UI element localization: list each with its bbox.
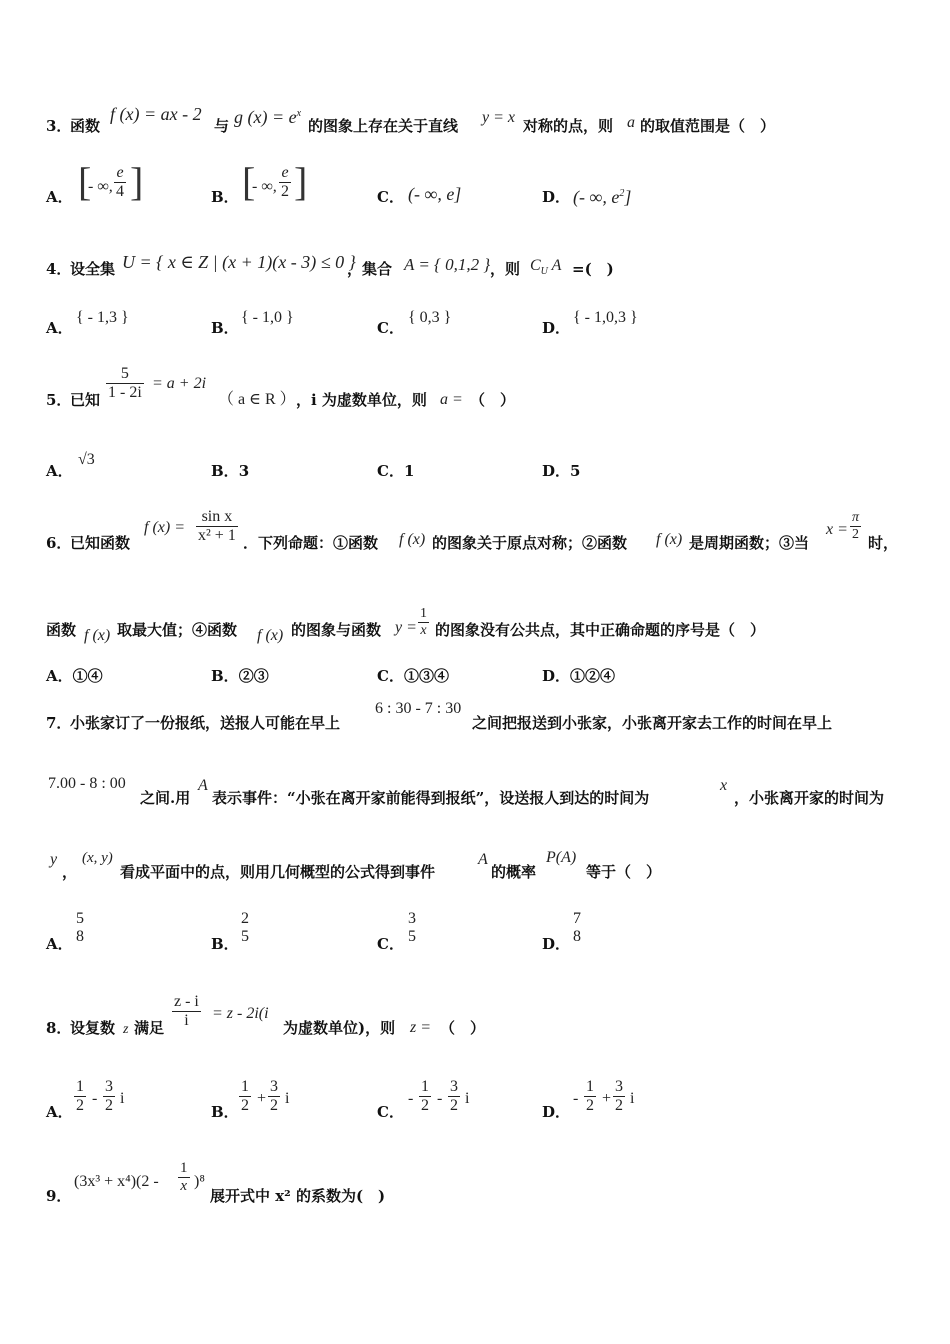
q7-option-d-label[interactable]: D． — [542, 935, 571, 953]
q6-option-b[interactable]: B．②③ — [211, 667, 269, 685]
q3-option-b-label[interactable]: B． — [211, 188, 239, 206]
q8-option-d-sign: - — [573, 1090, 579, 1107]
q4-option-b-expr: { - 1,0 } — [241, 309, 294, 326]
q8-option-a-frac2: $\frac{3}{2}$ — [105, 1078, 113, 1114]
q7-A-1: A — [198, 777, 208, 794]
q7-option-c-label[interactable]: C． — [377, 935, 404, 953]
q4-C-expr: $C_U$ A — [530, 257, 562, 278]
q3-number: 3． — [46, 117, 72, 135]
q7-text2: 之间.用 — [140, 789, 191, 807]
q8-option-b-i: i — [285, 1090, 290, 1107]
q7-time2: 7.00 - 8 : 00 — [48, 775, 126, 792]
q6-option-d[interactable]: D．①②④ — [542, 667, 616, 685]
q5-eq: = a + 2i — [152, 375, 207, 392]
q5-fraction: $\frac{5}{1 - 2i}$ — [108, 365, 142, 401]
q8-option-d-i: i — [630, 1090, 635, 1107]
q8-option-c-i: i — [465, 1090, 470, 1107]
q7-number: 7． — [46, 714, 72, 732]
q6-number: 6． — [46, 534, 72, 552]
q3-option-d-expr: (- ∞, $e^2$] — [573, 187, 632, 207]
q6-line2-a: 取最大值；④函数 — [117, 621, 238, 639]
q8-text1: 满足 — [134, 1019, 165, 1037]
q3-option-a-bracket-left: [ — [78, 159, 92, 204]
q8-option-d-frac2: $\frac{3}{2}$ — [615, 1078, 623, 1114]
q6-fx-2: f (x) — [656, 531, 683, 548]
q8-z: z — [123, 1022, 129, 1037]
q4-option-a-label[interactable]: A． — [46, 319, 73, 337]
q4-option-d-expr: { - 1,0,3 } — [573, 309, 638, 326]
q7-time1: 6 : 30 - 7 : 30 — [375, 700, 462, 717]
q5-option-b-label[interactable]: B．3 — [211, 462, 250, 480]
q5-text-pre: 已知 — [70, 391, 101, 409]
q3-option-b-pre: - ∞, — [252, 178, 277, 195]
q5-post: （ ） — [470, 391, 516, 409]
q8-fraction: $\frac{z - i}{i}$ — [174, 993, 199, 1029]
q8-option-a-op: - — [92, 1090, 98, 1107]
q8-option-d-frac1: $\frac{1}{2}$ — [586, 1078, 594, 1114]
q7-text3: 表示事件：“小张在离开家前能得到报纸”，设送报人到达的时间为 — [212, 789, 650, 807]
q3-a: a — [627, 114, 635, 131]
q8-option-c-op: - — [437, 1090, 443, 1107]
q6-text3: 是周期函数；③当 — [689, 534, 810, 552]
q7-PA: P(A) — [546, 849, 577, 866]
q4-option-c-label[interactable]: C． — [377, 319, 404, 337]
q8-number: 8． — [46, 1019, 72, 1037]
q6-line2-b: 的图象与函数 — [291, 621, 382, 639]
q7-text1: 之间把报送到小张家，小张离开家去工作的时间在早上 — [472, 714, 833, 732]
q7-text-pre: 小张家订了一份报纸，送报人可能在早上 — [70, 714, 341, 732]
q7-option-b-fraction: 2 5 — [241, 910, 249, 945]
q3-text-pre: 函数 — [70, 117, 101, 135]
q6-fx-4: f (x) — [257, 627, 284, 644]
q6-yeq: y = — [395, 619, 417, 636]
q9-text: 展开式中 x² 的系数为( ) — [210, 1187, 386, 1205]
q7-text5: ， — [62, 863, 78, 881]
q8-option-b-op: + — [257, 1090, 267, 1107]
q4-text-mid: ，集合 — [347, 260, 393, 278]
q8-option-c-frac2: $\frac{3}{2}$ — [450, 1078, 458, 1114]
q8-option-b-frac1: $\frac{1}{2}$ — [241, 1078, 249, 1114]
q5-option-d-label[interactable]: D．5 — [542, 462, 581, 480]
q4-post: =( ) — [572, 260, 614, 278]
q6-text4: 时， — [868, 534, 899, 552]
q6-fx-3: f (x) — [84, 627, 111, 644]
q5-number: 5． — [46, 391, 72, 409]
q4-U-expr: U = { x ∈ Z | (x + 1)(x - 3) ≤ 0 } — [122, 252, 356, 272]
q4-A-expr: A = { 0,1,2 } — [404, 255, 491, 274]
q9-number: 9． — [46, 1187, 72, 1205]
q6-f-expr: f (x) = — [144, 519, 185, 536]
q7-option-b-label[interactable]: B． — [211, 935, 239, 953]
q3-option-c-label[interactable]: C． — [377, 188, 404, 206]
q4-option-d-label[interactable]: D． — [542, 319, 571, 337]
q3-option-b-bracket-left: [ — [242, 159, 256, 204]
q6-option-c[interactable]: C．①③④ — [377, 667, 449, 685]
q3-text-mid: 与 — [214, 117, 230, 135]
q3-option-b-fraction: $\frac{e}{2}$ — [281, 164, 289, 200]
q7-text8: 等于（ ） — [586, 863, 662, 881]
q8-option-a-label[interactable]: A． — [46, 1103, 73, 1121]
q5-cond: （ a ∈ R ） — [218, 391, 296, 408]
q7-option-d-fraction: 7 8 — [573, 910, 581, 945]
q6-line2-c: 的图象没有公共点，其中正确命题的序号是（ ） — [435, 621, 766, 639]
q8-option-c-frac1: $\frac{1}{2}$ — [421, 1078, 429, 1114]
q7-y: y — [50, 851, 58, 868]
q6-y-fraction: $\frac{1}{x}$ — [420, 606, 427, 638]
q9-fraction: $\frac{1}{x}$ — [180, 1160, 188, 1194]
q8-option-b-frac2: $\frac{3}{2}$ — [270, 1078, 278, 1114]
q8-option-d-label[interactable]: D． — [542, 1103, 571, 1121]
q4-option-c-expr: { 0,3 } — [408, 309, 452, 326]
q4-text: ，则 — [490, 260, 521, 278]
q6-fraction: $\frac{\text{sin x}}{\text{x² + 1}}$ — [198, 508, 236, 544]
q3-line-expr: y = x — [482, 109, 515, 126]
q8-option-a-i: i — [120, 1090, 125, 1107]
q6-pi-fraction: $\frac{\pi}{2}$ — [852, 510, 860, 542]
q6-xeq: x = — [826, 521, 848, 538]
q3-option-a-pre: - ∞, — [88, 178, 113, 195]
q7-A-2: A — [478, 851, 488, 868]
q6-text2: 的图象关于原点对称；②函数 — [432, 534, 628, 552]
q5-option-a-expr: √3 — [78, 451, 95, 468]
q3-option-a-bracket-right: ] — [130, 159, 144, 204]
q7-text4: ，小张离开家的时间为 — [734, 789, 885, 807]
q7-x: x — [720, 777, 728, 794]
q8-post: （ ） — [440, 1019, 486, 1037]
q3-f-expr: f (x) = ax - 2 — [110, 104, 202, 124]
q3-text2: 对称的点，则 — [523, 117, 614, 135]
q3-g-expr: g $(x) = e^x$ — [234, 107, 302, 127]
q3-option-d-label[interactable]: D． — [542, 188, 571, 206]
q7-xy: (x, y) — [82, 850, 113, 866]
q3-option-c-expr: (- ∞, e] — [408, 184, 462, 204]
q7-text6: 看成平面中的点，则用几何概型的公式得到事件 — [120, 863, 436, 881]
q5-ans: a = — [440, 391, 463, 408]
q3-text: 的图象上存在关于直线 — [308, 117, 459, 135]
q4-option-a-expr: { - 1,3 } — [76, 309, 129, 326]
q4-number: 4． — [46, 260, 72, 278]
q4-option-b-label[interactable]: B． — [211, 319, 239, 337]
q6-text1: ．下列命题：①函数 — [243, 534, 379, 552]
q9-expr1: (3x³ + x⁴)(2 - — [74, 1173, 159, 1190]
q5-text: ，i 为虚数单位，则 — [296, 391, 427, 409]
q8-text2: 为虚数单位)，则 — [283, 1019, 396, 1037]
q8-text-pre: 设复数 — [70, 1019, 116, 1037]
q6-line2-pre: 函数 — [46, 621, 77, 639]
q7-text7: 的概率 — [491, 863, 537, 881]
q5-option-a-label[interactable]: A． — [46, 462, 73, 480]
q5-option-c-label[interactable]: C．1 — [377, 462, 415, 480]
q3-option-a-label[interactable]: A． — [46, 188, 73, 206]
q8-option-c-sign: - — [408, 1090, 414, 1107]
q8-option-c-label[interactable]: C． — [377, 1103, 404, 1121]
q6-text-pre: 已知函数 — [70, 534, 131, 552]
q7-option-c-fraction: 3 5 — [408, 910, 416, 945]
q3-text3: 的取值范围是（ ） — [640, 117, 776, 135]
q8-eq: = z - 2i(i — [212, 1005, 269, 1022]
q9-expr2: )⁸ — [194, 1173, 205, 1190]
q8-option-a-frac1: $\frac{1}{2}$ — [76, 1078, 84, 1114]
q3-option-b-bracket-right: ] — [294, 159, 308, 204]
q6-fx-1: f (x) — [399, 531, 426, 548]
q8-ans: z = — [410, 1019, 432, 1036]
q4-text-pre: 设全集 — [70, 260, 116, 278]
q8-option-d-op: + — [602, 1090, 612, 1107]
q3-option-a-fraction: $\frac{e}{4}$ — [116, 164, 124, 200]
q7-option-a-label[interactable]: A． — [46, 935, 73, 953]
q7-option-a-fraction: 5 8 — [76, 910, 84, 945]
q6-option-a[interactable]: A．①④ — [46, 667, 103, 685]
q8-option-b-label[interactable]: B． — [211, 1103, 239, 1121]
